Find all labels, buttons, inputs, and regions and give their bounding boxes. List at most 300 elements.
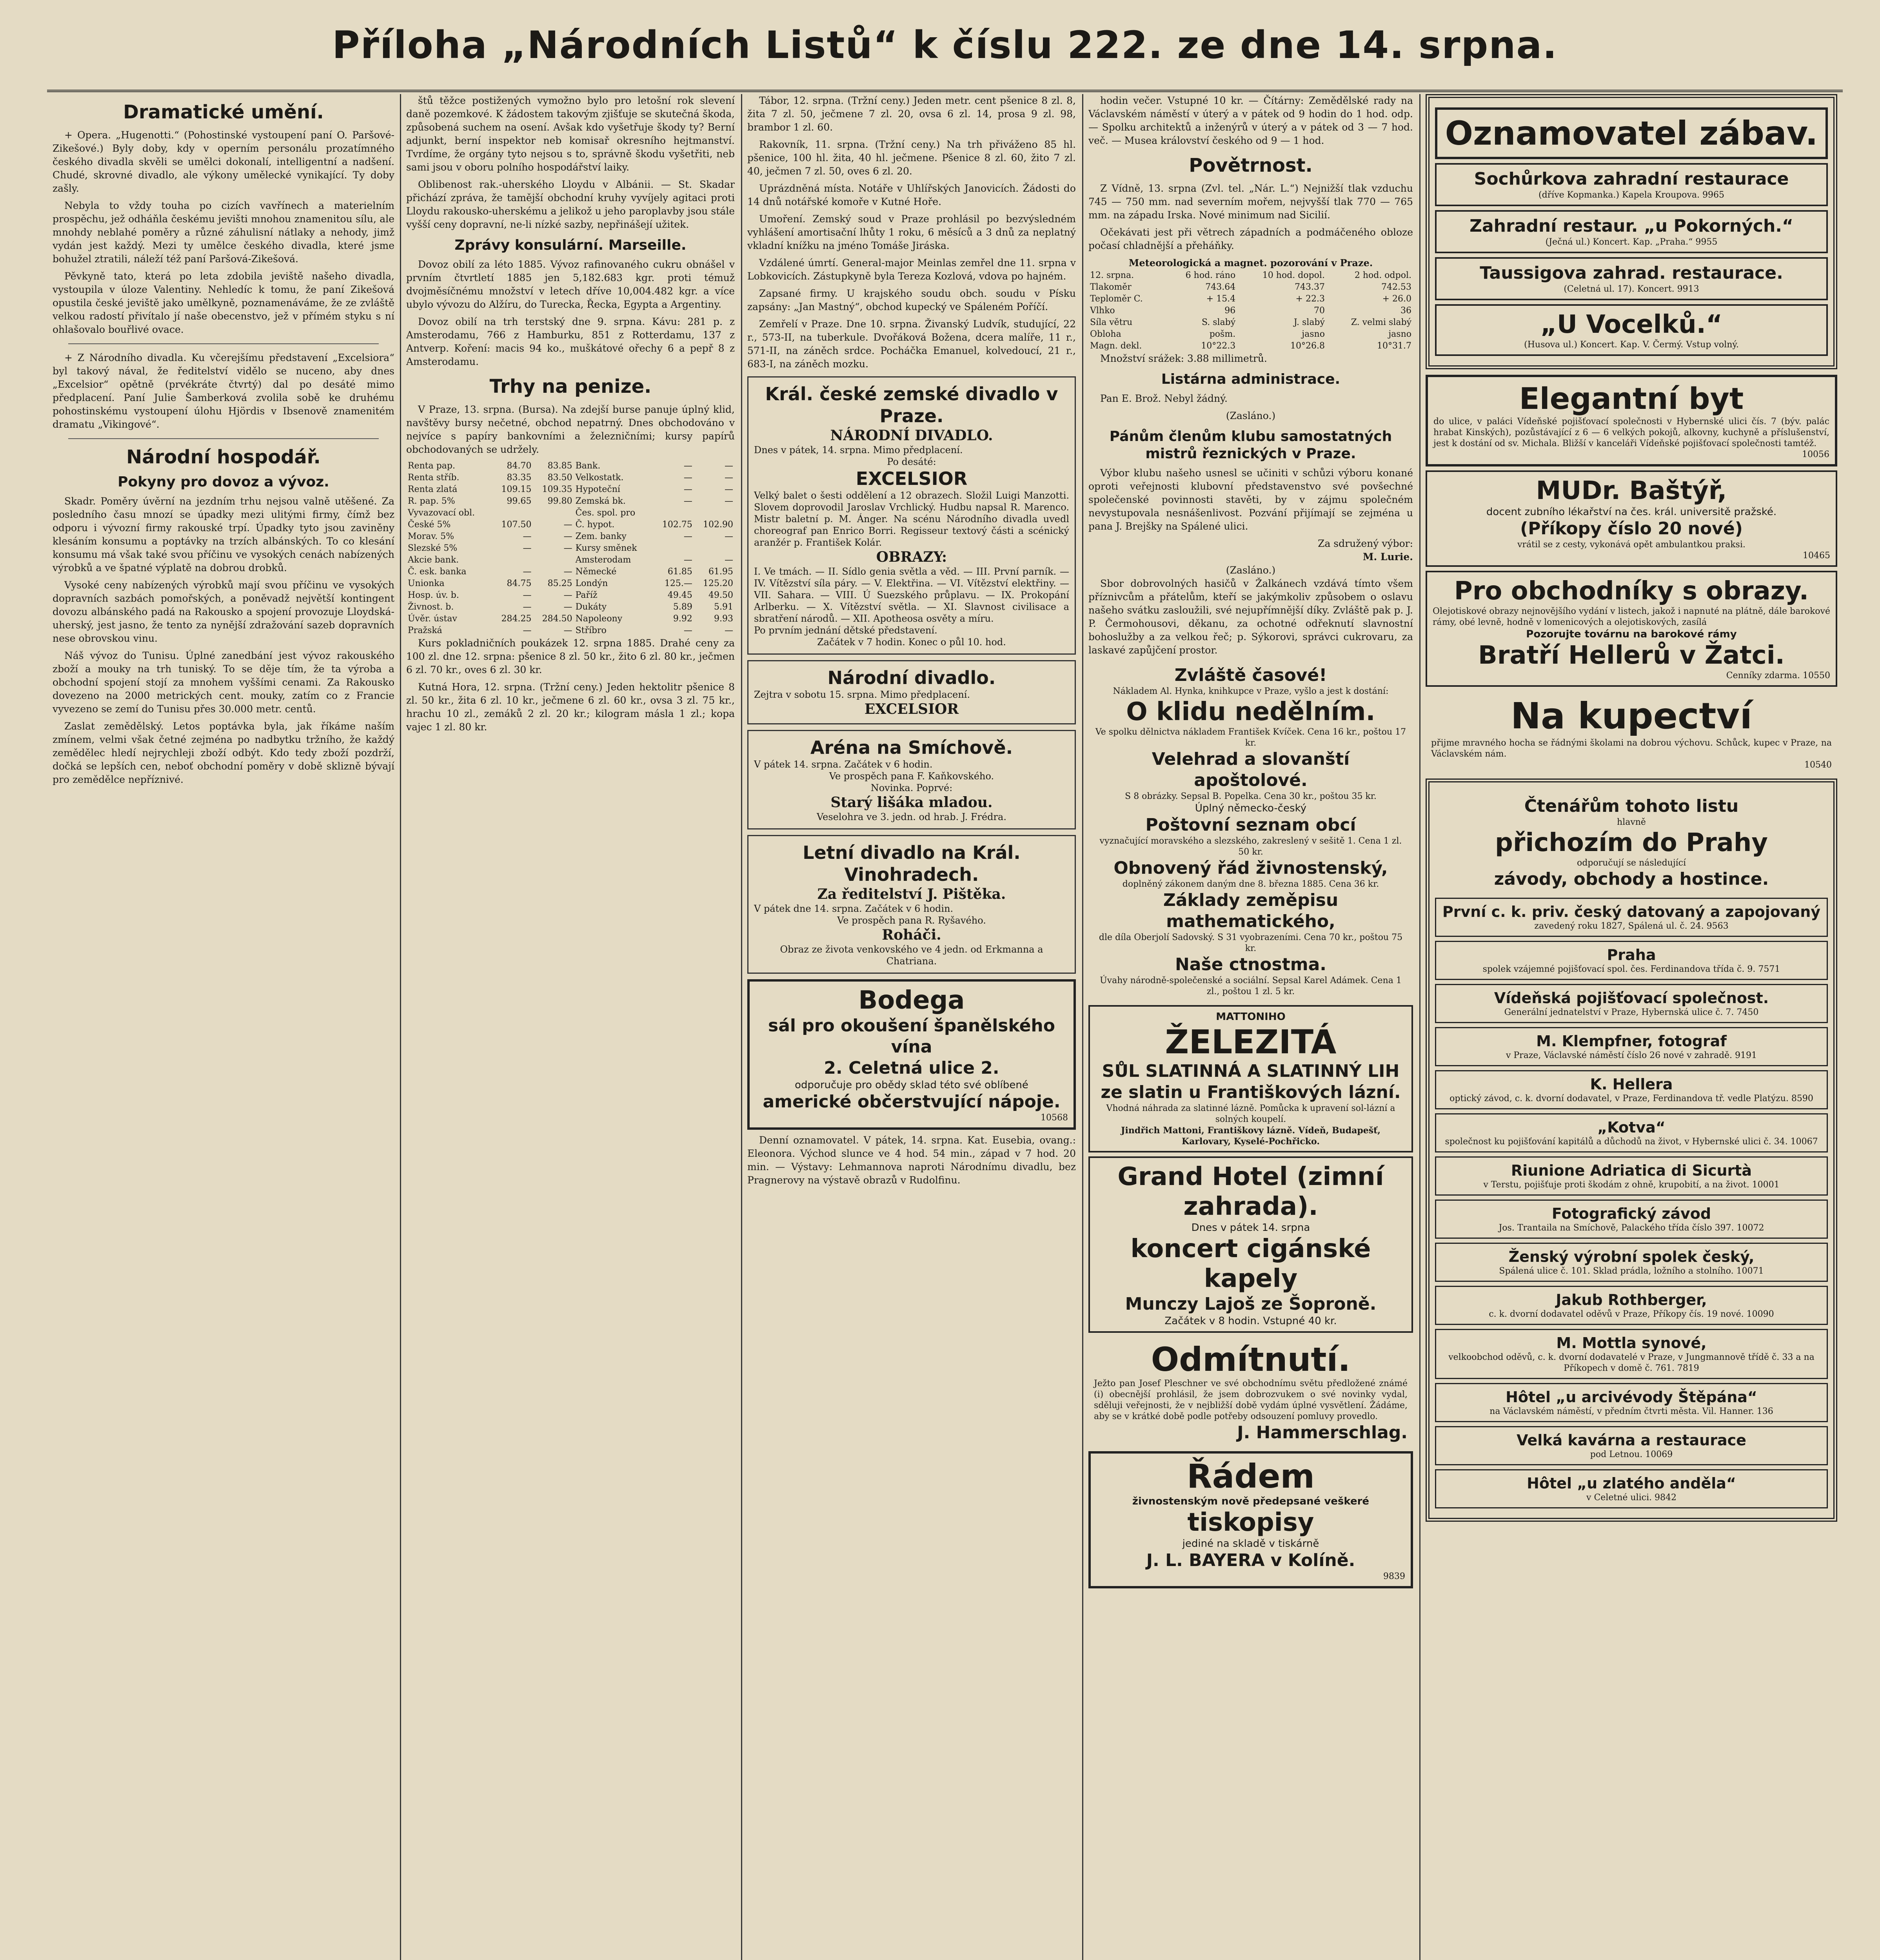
article-paragraph: Tábor, 12. srpna. (Tržní ceny.) Jeden metr. cent pšenice 8 zl. 8, žita 7 zl. 50, ječmene 7 zl. 20, ovsa 6 zl. 14, prosa 9 zl. 98, brambor 1 zl. 60. xyxy=(747,95,1076,133)
table-cell: Tlakoměr xyxy=(1090,282,1132,292)
directory-entry xyxy=(1435,1329,1828,1379)
article-paragraph: V Praze, 13. srpna. (Bursa). Na zdejší burse panuje úplný klid, navštěvy bursy nečetné, obchod nepatrný. Dnes obchodováno v nejvíce s papíry bankovními a železničními; kursy papírů obchodovaných se udržely. xyxy=(406,404,735,455)
table-cell: — xyxy=(523,590,532,600)
ad-title: Základy zeměpisu mathematického, xyxy=(1163,890,1339,931)
entry-title: Riunione Adriatica di Sicurtà xyxy=(1511,1162,1752,1179)
table-cell: Vlhko xyxy=(1090,306,1115,316)
table-cell: Renta zlatá xyxy=(408,485,458,494)
ad-title: Bodega xyxy=(858,986,965,1015)
table-cell: — xyxy=(523,543,532,553)
table-row xyxy=(406,519,735,531)
table-cell: — xyxy=(683,532,692,541)
article-paragraph: Pěvkyně tato, která po leta zdobila jeviště našeho divadla, vystoupila v úloze Valentiny. Nehledíc k tomu, že paní Zikešová opustila české jeviště jako umělkyně, poznamenáváme, že ze zvláště velkou radostí přivítalo jí naše obecenstvo, jež v přímém styku s ní ohlašovalo bouřlivé ovace. xyxy=(53,270,394,335)
theatre-listing xyxy=(747,660,1076,724)
table-cell: 85.25 xyxy=(547,579,572,588)
section-title-markets: Trhy na penize. xyxy=(489,376,652,397)
table-cell: 5.89 xyxy=(673,602,692,612)
table-cell: 743.64 xyxy=(1205,282,1236,292)
theatre-date: V pátek dne 14. srpna. xyxy=(754,903,862,914)
table-cell: Z. velmi slabý xyxy=(1351,318,1411,327)
entry-detail: c. k. dvorní dodavatel oděvů v Praze, Příkopy čís. 19 nové. 10090 xyxy=(1489,1309,1774,1319)
ad-line: docent zubního lékařství na čes. král. universitě pražské. xyxy=(1486,506,1777,518)
table-cell: Paříž xyxy=(575,590,598,600)
column-3 xyxy=(742,94,1081,1960)
table-cell: Čes. spol. pro xyxy=(575,508,636,518)
table-cell xyxy=(653,507,694,519)
ad-title: Elegantní byt xyxy=(1519,381,1744,416)
directory-entry xyxy=(1435,1156,1828,1196)
directory-entry xyxy=(1435,1243,1828,1282)
section-subtitle: Listárna administrace. xyxy=(1161,371,1341,387)
theatre-start: Začátek v 6 hodin. xyxy=(844,759,933,770)
ad-title: Řádem xyxy=(1187,1457,1315,1495)
table-cell: 743.37 xyxy=(1294,282,1325,292)
ad-title: Naše ctnostma. xyxy=(1175,955,1326,975)
column-4 xyxy=(1083,94,1419,1960)
entertainment-listing xyxy=(1435,210,1828,253)
ad-title: ze slatin u Františkových lázní. xyxy=(1101,1082,1401,1102)
table-cell: pošm. xyxy=(1209,329,1236,339)
ad-line: dle díla Oberjolí Sadovský. S 31 vyobrazeními. Cena 70 kr., poštou 75 kr. xyxy=(1099,933,1403,953)
article-paragraph: Zapsané firmy. U krajského soudu obch. soudu v Písku zapsány: „Jan Mastný“, obchod kupecký ve Spáleném Poříčí. xyxy=(747,288,1076,312)
ad-title: O klidu nedělním. xyxy=(1126,697,1375,726)
separator xyxy=(68,438,379,439)
column-1 xyxy=(47,94,400,1960)
table-cell: J. slabý xyxy=(1293,318,1325,327)
article-paragraph: + Opera. „Hugenotti.“ (Pohostinské vystoupení paní O. Paršové-Zikešové.) Byly doby, kdy v operním personálu prozatímného českého divadla skvěli se umělci dokonalí, intelligentní a nadšení. Chudé, skrovné divadlo, ale výkony umělecké vynikající. Ty doby zašly. xyxy=(53,129,394,194)
table-cell: České 5% xyxy=(408,520,451,530)
ad-line: Jindřich Mattoni, Františkovy lázně. Vídeň, Budapešť, Karlovary, Kyselé-Pochřicko. xyxy=(1121,1125,1380,1147)
table-cell: — xyxy=(563,543,572,553)
table-cell: Obloha xyxy=(1090,329,1121,339)
table-cell: Renta pap. xyxy=(408,461,455,471)
ad-line: přijme mravného hocha se řádnými školami na dobrou výchovu. Schůck, kupec v Praze, na Václavském nám. xyxy=(1431,738,1832,759)
masthead-rule xyxy=(47,90,1843,92)
article-paragraph: Nebyla to vždy touha po cizích vavřínech a materielním prospěchu, jež odháňla českému jevišti mnohou znamenitou sílu, ale mnohdy neblahé poměry a různé záhulisní nátlaky a nehody, jimž vydán jest každý. Mezi ty umělce českého divadla, které jsme bohužel ztratili, náleží též paní Paršová-Zikešová. xyxy=(53,200,394,265)
ad-header xyxy=(1435,107,1828,159)
table-cell xyxy=(533,554,574,566)
venue-name: Zahradní restaur. „u Pokorných.“ xyxy=(1469,216,1793,236)
entry-detail: Jos. Trantaila na Smíchově, Palackého třída číslo 397. 10072 xyxy=(1499,1223,1764,1233)
theatre-subtitle: NÁRODNÍ DIVADLO. xyxy=(830,427,993,444)
table-row xyxy=(1088,305,1413,317)
entry-title: Praha xyxy=(1607,946,1656,964)
masthead-title: Příloha „Národních Listů“ k číslu 222. ze dne 14. srpna. xyxy=(332,23,1558,67)
theatre-note: Novinka. Poprvé: xyxy=(870,782,953,793)
theatre-title: Národní divadlo. xyxy=(827,667,996,688)
table-cell: Teploměr C. xyxy=(1090,294,1143,304)
article-paragraph: Rakovník, 11. srpna. (Tržní ceny.) Na trh přiváženo 85 hl. pšenice, 100 hl. žita, 40 hl. ječmene. Pšenice 8 zl. 60, žito 7 zl. 40, ječmen 7 zl. 50, oves 6 zl. 20. xyxy=(747,139,1076,177)
entry-title: Hôtel „u arcivévody Štěpána“ xyxy=(1506,1388,1757,1406)
apprentice-advertisement xyxy=(1426,691,1837,775)
theatre-benefit: Ve prospěch pana R. Ryšavého. xyxy=(837,915,986,926)
table-row xyxy=(1088,270,1413,281)
table-cell: Úvěr. ústav xyxy=(408,614,457,624)
article-paragraph: Zaslat zemědělský. Letos poptávka byla, jak říkáme naším zmínem, velmi však četné zejména po nadbytku tržního, že každý zemědělec hledí nejrychleji zboží odbýt. Kdo tedy zboží pozdrží, dočká se lepších cen, neboť obchodní poměry v době sklizně bývají pro zemědělce nepříznivé. xyxy=(53,720,394,785)
ad-title: Zvláště časové! xyxy=(1174,665,1327,685)
ad-signature: J. Hammerschlag. xyxy=(1237,1423,1408,1443)
section-subtitle: Pokyny pro dovoz a vývoz. xyxy=(118,474,329,490)
table-cell: 742.53 xyxy=(1381,282,1411,292)
entry-title: „Kotva“ xyxy=(1597,1119,1666,1136)
table-cell: 49.50 xyxy=(708,590,733,600)
table-cell: Hypoteční xyxy=(575,485,620,494)
ad-line: Úvahy národně-společenské a sociální. Sepsal Karel Adámek. Cena 1 zl., poštou 1 zl. 5 kr. xyxy=(1100,976,1402,996)
table-cell: Bank. xyxy=(575,461,601,471)
entry-title: Vídeňská pojišťovací společnost. xyxy=(1494,989,1769,1007)
table-cell: 83.85 xyxy=(547,461,572,471)
ad-line: Pozorujte továrnu na barokové rámy xyxy=(1526,628,1737,640)
entry-title: K. Hellera xyxy=(1590,1076,1673,1093)
signature: Za sdružený výbor: xyxy=(1318,538,1413,549)
ad-line: odporučuje pro obědy sklad této své oblíbené xyxy=(795,1079,1028,1091)
entry-detail: velkoobchod oděvů, c. k. dvorní dodavatelé v Praze, v Jungmannově třídě č. 33 a na Příkopech v domě č. 761. 7819 xyxy=(1448,1352,1815,1373)
ad-title: Bratří Hellerů v Žatci. xyxy=(1478,641,1785,670)
table-cell: Akcie bank. xyxy=(408,555,459,565)
table-cell: 109.15 xyxy=(501,485,532,494)
table-cell: 96 xyxy=(1224,306,1236,316)
table-cell: S. slabý xyxy=(1201,318,1236,327)
table-cell: 99.65 xyxy=(507,496,532,506)
section-subtitle: Pánům členům klubu samostatných mistrů řeznických v Praze. xyxy=(1109,428,1392,462)
venue-name: Taussigova zahrad. restaurace. xyxy=(1480,263,1783,283)
table-row xyxy=(1088,317,1413,328)
ad-title: ŽELEZITÁ xyxy=(1165,1023,1337,1061)
table-cell: 2 hod. odpol. xyxy=(1354,270,1411,280)
article-paragraph: štů těžce postižených vymožno bylo pro letošní rok slevení daně pozemkové. K žádostem takovým zjišťuje se skutečná škoda, způsobená suchem na osení. Avšak kdo vyšetřuje škody ty? Berní adjunkt, berní inspektor neb komisař okresního hejtmanství. Tvrdíme, že orgány tyto nejsou s to, správně škodu vyšetřiti, neb sami jsou v oboru polního hospodářství laiky. xyxy=(406,95,735,173)
ad-line: doplněný zákonem daným dne 8. března 1885. Cena 36 kr. xyxy=(1122,879,1379,889)
table-row xyxy=(1088,281,1413,293)
ad-line: Ve spolku dělnictva nákladem František Kvíček. Cena 16 kr., poštou 17 kr. xyxy=(1095,727,1406,748)
entry-detail: optický závod, c. k. dvorní dodavatel, v Praze, Ferdinandova tř. vedle Platýzu. 8590 xyxy=(1450,1094,1813,1103)
entry-detail: zavedený roku 1827, Spálená ul. č. 24. 9563 xyxy=(1534,921,1729,931)
ad-line: vyznačující moravského a slezského, zakreslený v sešitě 1. Cena 1 zl. 50 kr. xyxy=(1099,836,1402,857)
article-paragraph: Umoření. Zemský soud v Praze prohlásil po bezvýsledném vyhlášení amortisační lhůty 1 roku, 6 měsíců a 3 dnů za neplatný vkladní knížku na jméno Tomáše Jiráska. xyxy=(747,213,1076,251)
ad-title: Odmítnutí. xyxy=(1151,1340,1351,1379)
theatre-title: Letní divadlo na Král. Vinohradech. xyxy=(803,842,1021,885)
mattoni-advertisement xyxy=(1088,1005,1413,1152)
table-caption: Meteorologická a magnet. pozorování v Praze. xyxy=(1128,257,1373,269)
table-row xyxy=(406,590,735,601)
directory-list xyxy=(1435,898,1828,1508)
table-cell: — xyxy=(563,567,572,577)
directory-entry xyxy=(1435,1286,1828,1325)
ad-title: MUDr. Baštýř, xyxy=(1536,476,1727,505)
table-cell: — xyxy=(683,461,692,471)
ad-line: hlavně xyxy=(1617,817,1646,827)
entertainment-listing xyxy=(1435,304,1828,356)
table-row xyxy=(406,578,735,590)
entry-detail: na Václavském náměstí, v předním čtvrti města. Vil. Hanner. 136 xyxy=(1489,1406,1773,1416)
theatre-title: Aréna na Smíchově. xyxy=(810,737,1013,758)
table-cell: 125.20 xyxy=(703,579,733,588)
ad-line: Nákladem Al. Hynka, knihkupce v Praze, vyšlo a jest k dostání: xyxy=(1113,686,1389,696)
entry-detail: pod Letnou. 10069 xyxy=(1590,1450,1673,1459)
table-cell: — xyxy=(725,496,733,506)
print-forms-advertisement xyxy=(1088,1451,1413,1588)
venue-name: Sochůrkova zahradní restaurace xyxy=(1474,169,1789,189)
article-paragraph: Uprázdněná místa. Notáře v Uhlířských Janovicích. Žádosti do 14 dnů notářské komoře v Kutné Hoře. xyxy=(747,183,1076,207)
ad-line: Dnes v pátek 14. srpna xyxy=(1191,1222,1310,1234)
ad-line: (Příkopy číslo 20 nové) xyxy=(1520,519,1743,539)
ad-line: 2. Celetná ulice 2. xyxy=(824,1058,999,1078)
theatre-listing xyxy=(747,376,1076,655)
venue-name: „U Vocelků.“ xyxy=(1540,310,1723,339)
venue-detail: (Celetná ul. 17). Koncert. 9913 xyxy=(1564,284,1699,294)
entry-detail: Spálená ulice č. 101. Sklad prádla, ložního a stolního. 10071 xyxy=(1499,1266,1764,1276)
masthead xyxy=(47,8,1843,92)
table-cell: — xyxy=(683,473,692,483)
separator xyxy=(68,343,379,344)
sent-label: (Zasláno.) xyxy=(1226,410,1276,421)
table-row xyxy=(1088,340,1413,352)
ad-title: Obnovený řád živnostenský, xyxy=(1113,858,1388,878)
entry-title: Jakub Rothberger, xyxy=(1556,1291,1707,1308)
table-cell: Morav. 5% xyxy=(408,532,454,541)
table-cell xyxy=(653,543,694,554)
bodega-advertisement xyxy=(747,979,1076,1130)
play-description: Obraz ze života venkovského ve 4 jedn. od Erkmanna a Chatriana. xyxy=(780,944,1043,967)
article-paragraph: Z Vídně, 13. srpna (Zvl. tel. „Nár. L.“) Nejnižší tlak vzduchu 745 — 750 mm. nad severním mořem, nejvyšší tlak 770 — 765 mm. na západu Irska. Nové minimum nad Sicilií. xyxy=(1088,183,1413,221)
table-cell: Vyvazovací obl. xyxy=(408,508,475,518)
table-cell: 12. srpna. xyxy=(1090,270,1134,280)
table-cell: 109.35 xyxy=(542,485,572,494)
table-row xyxy=(1088,328,1413,340)
entry-detail: společnost ku pojišťování kapitálů a důchodů na život, v Hybernské ulici č. 34. 10067 xyxy=(1445,1137,1818,1147)
grand-hotel-advertisement xyxy=(1088,1156,1413,1333)
entry-detail: Generální jednatelství v Praze, Hybernská ulice č. 7. 7450 xyxy=(1504,1007,1759,1017)
table-cell: Č. esk. banka xyxy=(408,567,467,577)
table-row xyxy=(406,531,735,543)
entertainment-listing xyxy=(1435,163,1828,206)
table-cell: Dukáty xyxy=(575,602,607,612)
table-cell: + 26.0 xyxy=(1382,294,1411,304)
scenes-heading: OBRAZY: xyxy=(876,549,947,565)
table-cell: 61.85 xyxy=(667,567,692,577)
table-cell: Zemská bk. xyxy=(575,496,626,506)
theatre-listing xyxy=(747,730,1076,829)
table-cell: 84.70 xyxy=(507,461,532,471)
table-cell: 99.80 xyxy=(547,496,572,506)
column-2 xyxy=(401,94,740,1960)
article-paragraph: + Z Národního divadla. Ku včerejšímu představení „Excelsiora“ byl takový nával, že ředitelství vidělo se nuceno, aby dnes „Excelsior“ opětně (prvékráte čtvrtý) dal po desáté mimo předplacení. Paní Julie Šamberková zvolila sobě ke druhému pohostinskému vystoupení úlohu Hjördis v Ibsenově znamenitém dramatu „Vikingové“. xyxy=(53,352,394,430)
play-title: EXCELSIOR xyxy=(864,701,959,717)
publisher-advertisement xyxy=(1088,661,1413,1001)
table-cell: Německé xyxy=(575,567,617,577)
table-cell: 284.50 xyxy=(542,614,572,624)
venue-detail: (dříve Kopmanka.) Kapela Kroupova. 9965 xyxy=(1538,190,1724,200)
article-paragraph: Skadr. Poměry úvěrní na jezdním trhu nejsou valně utěšené. Za posledního času mnozí se úpadky mezi ulitými firmy, čímž bez odporu i vývozní firmy rakouské trpí. Úpadky tyto jsou zaviněny klesáním konsumu a poptávky na trzích albánských. To co klesání konsumu má však také svou příčinu ve vysokých cenách nabízených výrobků a ve špatné výplatě na dobrou drobků. xyxy=(53,495,394,573)
ad-title: přichozím do Prahy xyxy=(1495,828,1768,857)
ad-title: Poštovní seznam obcí xyxy=(1145,815,1356,835)
table-cell: — xyxy=(725,626,733,635)
table-cell: 6 hod. ráno xyxy=(1185,270,1236,280)
play-title: Starý lišáka mladou. xyxy=(830,794,993,811)
table-cell: — xyxy=(725,555,733,565)
entry-title: Fotografický závod xyxy=(1551,1205,1711,1222)
ad-number: 10465 xyxy=(1803,551,1830,561)
weather-table xyxy=(1088,270,1413,352)
theatre-note: Po prvním jednání dětské představení. xyxy=(754,625,937,636)
pictures-advertisement xyxy=(1426,571,1837,687)
table-cell: + 15.4 xyxy=(1206,294,1236,304)
ad-title: Velehrad a slovanští apoštolové. xyxy=(1152,749,1350,790)
ad-title: koncert cigánské kapely xyxy=(1130,1234,1371,1293)
entry-title: Ženský výrobní spolek český, xyxy=(1508,1248,1755,1265)
entertainment-box xyxy=(1426,94,1837,369)
table-row xyxy=(406,613,735,625)
entertainment-listing xyxy=(1435,257,1828,300)
ad-title: Na kupectví xyxy=(1510,695,1753,737)
table-cell: — xyxy=(563,532,572,541)
signature: M. Lurie. xyxy=(1362,551,1413,563)
theatre-date: Dnes v pátek, 14. srpna. xyxy=(754,445,870,456)
directory-entry xyxy=(1435,1200,1828,1239)
directory-header xyxy=(1435,792,1828,894)
ad-line: jediné na skladě v tiskárně xyxy=(1182,1538,1319,1550)
table-cell: 83.35 xyxy=(507,473,532,483)
table-cell: Hosp. úv. b. xyxy=(408,590,459,600)
dentist-advertisement xyxy=(1426,470,1837,567)
entry-title: Hôtel „u zlatého anděla“ xyxy=(1527,1475,1736,1492)
directory-entry xyxy=(1435,1027,1828,1066)
table-cell: jasno xyxy=(1388,329,1411,339)
ad-line: Začátek v 8 hodin. Vstupné 40 kr. xyxy=(1164,1315,1337,1327)
table-cell: Renta stříb. xyxy=(408,473,460,483)
directory-entry xyxy=(1435,1113,1828,1152)
table-cell: — xyxy=(563,520,572,530)
table-cell xyxy=(492,507,533,519)
table-cell: — xyxy=(683,496,692,506)
table-row xyxy=(406,625,735,637)
table-cell: — xyxy=(563,602,572,612)
table-cell: 9.92 xyxy=(673,614,692,624)
ad-line: Cenníky zdarma. 10550 xyxy=(1726,671,1830,681)
table-cell: Č. hypot. xyxy=(575,520,615,530)
table-cell: Slezské 5% xyxy=(408,543,458,553)
theatre-date: V pátek 14. srpna. xyxy=(754,759,841,770)
section-title-economy: Národní hospodář. xyxy=(126,446,321,468)
article-paragraph: Dovoz obilí za léto 1885. Vývoz rafinovaného cukru obnášel v prvním čtvrtletí 1885 jen 5,182.683 kgr. proti témuž dvojměsíčnému množství v letech dříve 10,004.482 kgr. a více ubylo vývozu do Alžíru, do Turecka, Řecka, Egypta a Argentiny. xyxy=(406,259,735,310)
ad-line: americké občerstvující nápoje. xyxy=(763,1092,1061,1112)
theatre-listing xyxy=(747,835,1076,974)
table-cell: 10 hod. dopol. xyxy=(1262,270,1325,280)
section-title-drama: Dramatické umění. xyxy=(123,101,324,123)
table-cell: R. pap. 5% xyxy=(408,496,455,506)
section-title-weather: Povětrnost. xyxy=(1189,154,1313,176)
theatre-director: Za ředitelství J. Pištěka. xyxy=(817,886,1006,902)
table-row xyxy=(406,472,735,484)
table-cell: Magn. dekl. xyxy=(1090,341,1142,351)
article-paragraph: Množství srážek: 3.88 millimetrů. xyxy=(1100,353,1267,364)
table-row xyxy=(406,566,735,578)
ad-line: odporučují se následující xyxy=(1577,858,1686,868)
table-cell: — xyxy=(683,555,692,565)
theatre-date: Zejtra v sobotu 15. srpna. xyxy=(754,689,877,700)
ad-number: 9839 xyxy=(1383,1572,1405,1581)
theatre-title: Král. české zemské divadlo v Praze. xyxy=(765,383,1058,426)
entry-detail: spolek vzájemné pojišťovací spol. čes. Ferdinandova třída č. 9. 7571 xyxy=(1482,964,1780,974)
table-cell xyxy=(694,507,735,519)
table-row xyxy=(406,507,735,519)
table-cell: Londýn xyxy=(575,579,608,588)
ad-number: 10568 xyxy=(1041,1113,1068,1123)
table-cell: — xyxy=(725,473,733,483)
table-cell: — xyxy=(523,532,532,541)
ad-line: Vhodná náhrada za slatinné lázně. Pomůcka k upravení sol-lázní a solných koupelí. xyxy=(1106,1103,1395,1124)
table-row xyxy=(406,554,735,566)
play-title: EXCELSIOR xyxy=(856,468,968,489)
entry-detail: v Praze, Václavské náměstí číslo 26 nové v zahradě. 9191 xyxy=(1506,1051,1757,1060)
directory-entry xyxy=(1435,941,1828,980)
play-description: Velký balet o šesti oddělení a 12 obrazech. Složil Luigi Manzotti. Slovem doprovodil Jaroslav Vrchlický. Hudbu napsal R. Marenco. Mistr baletní p. M. Ánger. Na scénu Národního divadla uvedl choreograf pan Enrico Borri. Regisseur textový části a scénický aranžér p. František Kolár. xyxy=(754,490,1069,548)
table-cell: Velkostatk. xyxy=(575,473,624,483)
ad-title: závody, obchody a hostince. xyxy=(1494,869,1769,889)
entry-detail: v Celetné ulici. 9842 xyxy=(1586,1493,1677,1503)
venue-detail: (Ječná ul.) Koncert. Kap. „Praha.“ 9955 xyxy=(1545,237,1718,247)
ad-line: do ulice, v paláci Vídeňské pojišťovací společnosti v Hybernské ulici čís. 7 (býv. palác hrabat Kinských), pozůstávající z 6 — 6 velkých pokojů, alkovny, kuchyně a příslušenství, jest k dostání od sv. Michala. Bližší v kanceláři Vídeňské pojišťovací společnosti tamtéž. xyxy=(1433,417,1829,448)
table-cell: 10°31.7 xyxy=(1377,341,1411,351)
table-cell: — xyxy=(523,626,532,635)
ad-title: Pro obchodníky s obrazy. xyxy=(1454,577,1809,606)
theatre-benefit: Ve prospěch pana F. Kaňkovského. xyxy=(829,771,994,782)
ad-line: Úplný německo-český xyxy=(1195,802,1307,814)
table-cell: 84.75 xyxy=(507,579,532,588)
venue-detail: (Husova ul.) Koncert. Kap. V. Čermý. Vstup volný. xyxy=(1524,340,1739,350)
entry-title: Velká kavárna a restaurace xyxy=(1517,1432,1746,1449)
entry-detail: v Terstu, pojišťuje proti škodám z ohně, krupobití, a na život. 10001 xyxy=(1483,1180,1780,1190)
article-paragraph: Výbor klubu našeho usnesl se učiniti v schůzi výboru konané oproti veřejnosti klubovní představenstvo své povšechné společenské povinnosti stavěti, by v zájmu společném nevystupovala nesnášenlivost. Pozvání přijímají se zejména u pana J. Brejšky na Spálené ulici. xyxy=(1088,467,1413,532)
directory-entry xyxy=(1435,898,1828,937)
table-cell: Stříbro xyxy=(575,626,607,635)
play-description: Veselohra ve 3. jedn. od hrab. J. Frédra. xyxy=(817,811,1006,822)
theatre-note: Mimo předplacení. xyxy=(873,445,963,456)
play-title: Roháči. xyxy=(882,927,941,943)
table-cell: Unionka xyxy=(408,579,445,588)
article-paragraph: Vysoké ceny nabízených výrobků mají svou příčinu ve vysokých dopravních sazbách pomořských, a poněvadž největší kontingent dovozu albánského padá na Rakousko a spojení provozuje Lloydská-uherský, jest jasno, že tento za nynější zdražování sazeb dopravních nese obrovskou vinu. xyxy=(53,579,394,644)
ad-title: Čtenářům tohoto listu xyxy=(1524,796,1739,816)
theatre-times: Začátek v 7 hodin. Konec o půl 10. hod. xyxy=(817,637,1006,648)
table-row xyxy=(406,484,735,495)
ad-line: Olejotiskové obrazy nejnovějšího vydání v listech, jakož i napnuté na plátně, dále barokové rámy, obé levně, hodně v lomenicových a olejotiskových, zasílá xyxy=(1433,606,1830,627)
ad-title: Grand Hotel (zimní zahrada). xyxy=(1117,1162,1384,1221)
theatre-note: Mimo předplacení. xyxy=(880,689,970,700)
table-cell: 61.95 xyxy=(708,567,733,577)
table-cell: — xyxy=(725,485,733,494)
ad-title: Oznamovatel zábav. xyxy=(1445,114,1818,152)
article-paragraph: Kurs pokladničních poukázek 12. srpna 1885. Drahé ceny za 100 zl. dne 12. srpna: pšenice 8 zl. 50 kr., žito 6 zl. 80 kr., ječmen 6 zl. 70 kr., oves 6 zl. 30 kr. xyxy=(406,637,735,675)
table-cell: 9.93 xyxy=(714,614,733,624)
article-paragraph: hodin večer. Vstupné 10 kr. — Čítárny: Zemědělské rady na Václavském náměstí v úterý a v pátek od 9 hodin do 1 hod. odp. — Spolku architektů a inženýrů v úterý a v pátek od 3 — 7 hod. več. — Musea království českého od 9 — 1 hod. xyxy=(1088,95,1413,146)
table-cell: — xyxy=(523,567,532,577)
ad-line: živnostenským nově předepsané veškeré xyxy=(1132,1495,1370,1507)
table-cell: 83.50 xyxy=(547,473,572,483)
directory-entry xyxy=(1435,1426,1828,1465)
table-cell: + 22.3 xyxy=(1295,294,1325,304)
article-paragraph: Sbor dobrovolných hasičů v Žalkánech vzdává tímto všem příznivcům a přátelům, kteří se jakýmkoliv způsobem o oslavu našeho svátku zasloužili, své nejupřímnější díky. Zvláště pak p. J. P. Čermohousovi, děkanu, za ochotné odřeknutí slavnostní bohoslužby a za velkou řeč; p. Sýkorovi, správci cukrovaru, za laskavé zapůjčení prostor. xyxy=(1088,578,1413,656)
theatre-start: Začátek v 6 hodin. xyxy=(865,903,954,914)
ad-number: 10056 xyxy=(1802,450,1829,459)
table-cell: 10°26.8 xyxy=(1290,341,1325,351)
table-cell: — xyxy=(683,485,692,494)
table-cell: 49.45 xyxy=(667,590,692,600)
table-cell: — xyxy=(563,590,572,600)
article-paragraph: Náš vývoz do Tunisu. Úplné zanedbání jest vývoz rakouského zboží a mouky na trh tuniský. To se děje tím, že ta výroba a obchodní spojení stojí za mnohem vyššími cenami. Za Rakousko dovezeno na 2000 metrických cent. mouky, zatím co z Francie vyvezeno se zemí do Tunisu přes 30.000 metr. centů. xyxy=(53,650,394,715)
entry-title: M. Klempfner, fotograf xyxy=(1536,1033,1727,1050)
table-cell: Živnost. b. xyxy=(408,602,454,612)
ad-title: J. L. BAYERA v Kolíně. xyxy=(1146,1550,1355,1570)
article-paragraph: Zemřelí v Praze. Dne 10. srpna. Živanský Ludvík, studující, 22 r., 573-II, na tuberkule. Dvořáková Božena, dcera malíře, 11 r., 571-II, na záněch srdce. Pocháčka Emanuel, kolvedoucí, 21 r., 683-I, na záněch mozku. xyxy=(747,318,1076,370)
